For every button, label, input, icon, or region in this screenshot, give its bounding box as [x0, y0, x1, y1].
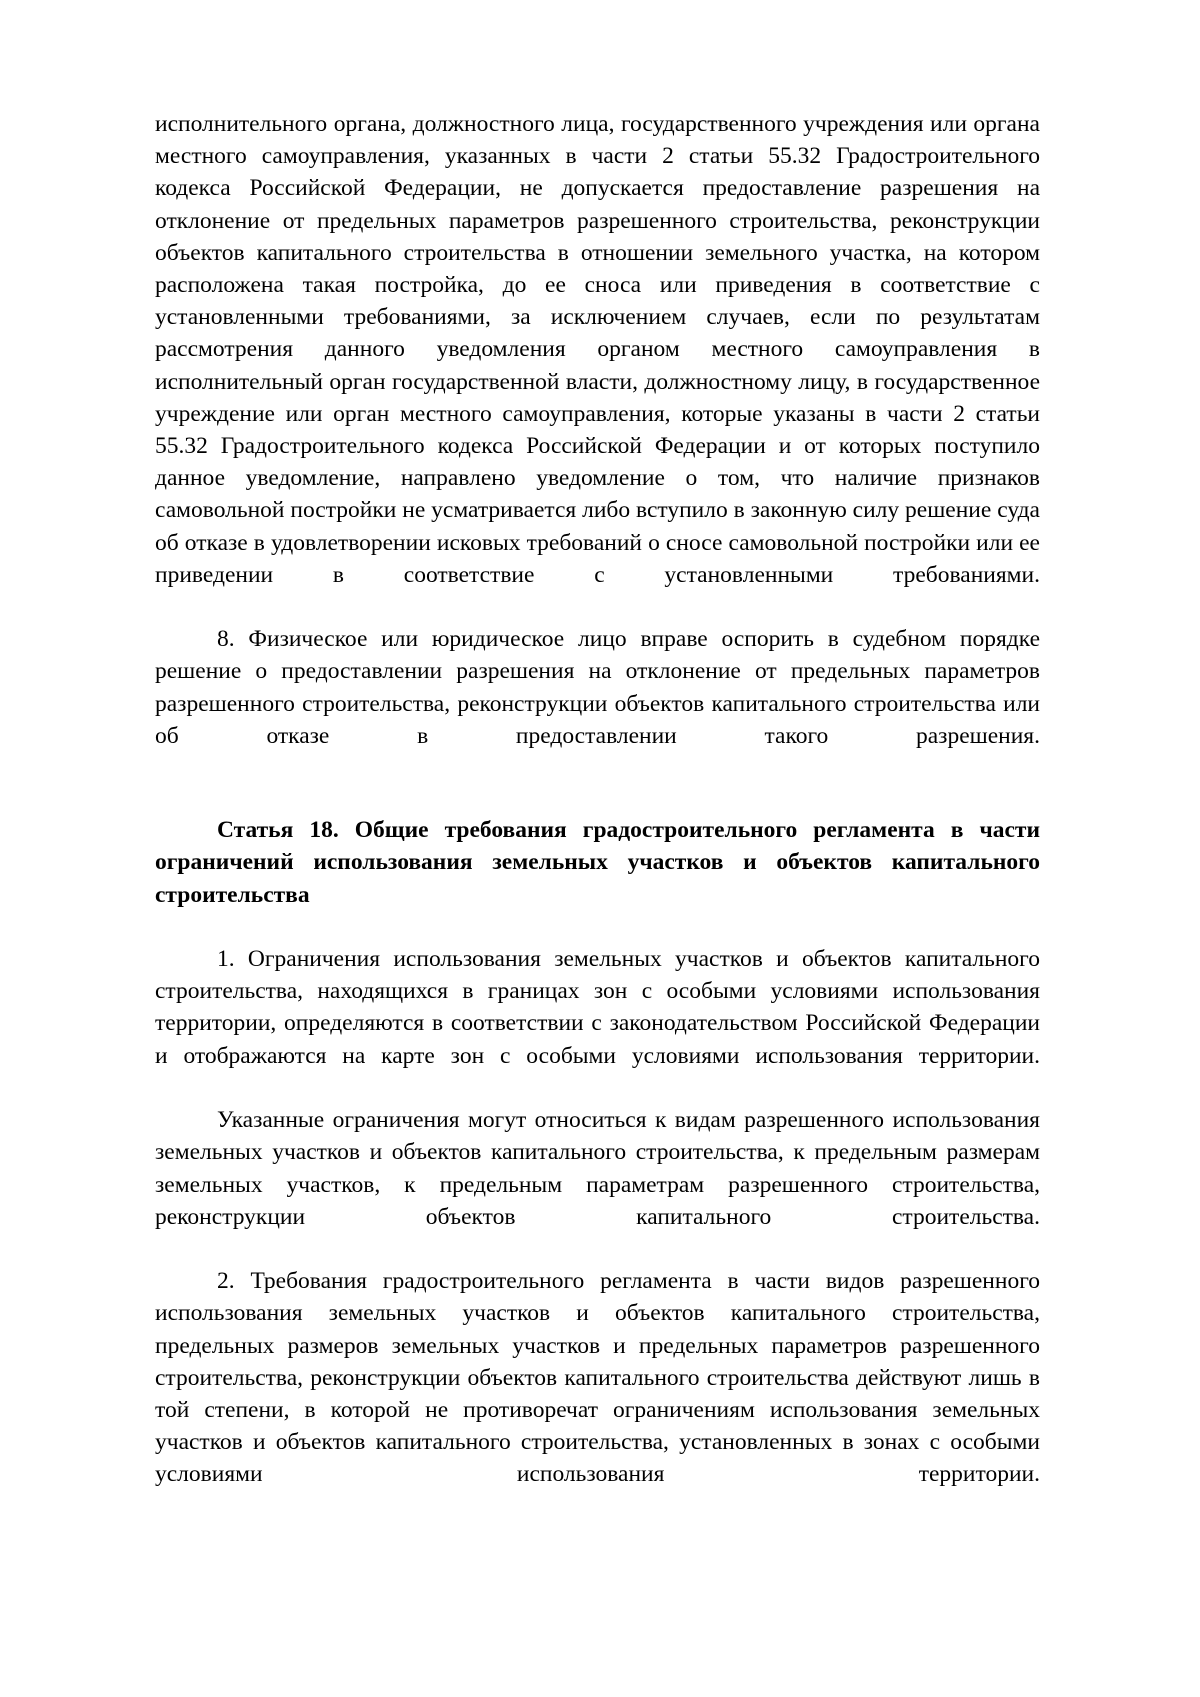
- paragraph-continuation: исполнительного органа, должностного лица, государственного учреждения или органа местного самоуправления, указанных в части 2 статьи 55.32 Градостроительного кодекса Российской Федерации, не допускается предоставление разрешения на отклонение от предельных параметров разрешенного строительства, реконструкции объектов капитального строительства в отношении земельного участка, на котором расположена такая постройка, до ее сноса или приведения в соответствие с установленными требованиями, за исключением случаев, если по результатам рассмотрения данного уведомления органом местного самоуправления в исполнительный орган государственной власти, должностному лицу, в государственное учреждение или орган местного самоуправления, которые указаны в части 2 статьи 55.32 Градостроительного кодекса Российской Федерации и от которых поступило данное уведомление, направлено уведомление о том, что наличие признаков самовольной постройки не усматривается либо вступило в законную силу решение суда об отказе в удовлетворении исковых требований о сносе самовольной постройки или ее приведении в соответствие с установленными требованиями.: [155, 111, 1040, 588]
- heading-article-18: Статья 18. Общие требования градостроительного регламента в части ограничений использования земельных участков и объектов капитального строительства: [155, 817, 1040, 908]
- paragraph-article-18-item-1-continued: Указанные ограничения могут относиться к видам разрешенного использования земельных участков и объектов капитального строительства, к предельным размерам земельных участков, к предельным параметрам разрешенного строительства, реконструкции объектов капитального строительства.: [155, 1107, 1040, 1230]
- document-body: [155, 108, 1040, 1523]
- paragraph-item-8: 8. Физическое или юридическое лицо вправе оспорить в судебном порядке решение о предоставлении разрешения на отклонение от предельных параметров разрешенного строительства, реконструкции объектов капитального строительства или об отказе в предоставлении такого разрешения.: [155, 626, 1040, 749]
- paragraph-article-18-item-1: 1. Ограничения использования земельных участков и объектов капитального строительства, находящихся в границах зон с особыми условиями использования территории, определяются в соответствии с законодательством Российской Федерации и отображаются на карте зон с особыми условиями использования территории.: [155, 946, 1040, 1069]
- paragraph-article-18-item-2: 2. Требования градостроительного регламента в части видов разрешенного использования земельных участков и объектов капитального строительства, предельных размеров земельных участков и предельных параметров разрешенного строительства, реконструкции объектов капитального строительства действуют лишь в той степени, в которой не противоречат ограничениям использования земельных участков и объектов капитального строительства, установленных в зонах с особыми условиями использования территории.: [155, 1268, 1040, 1488]
